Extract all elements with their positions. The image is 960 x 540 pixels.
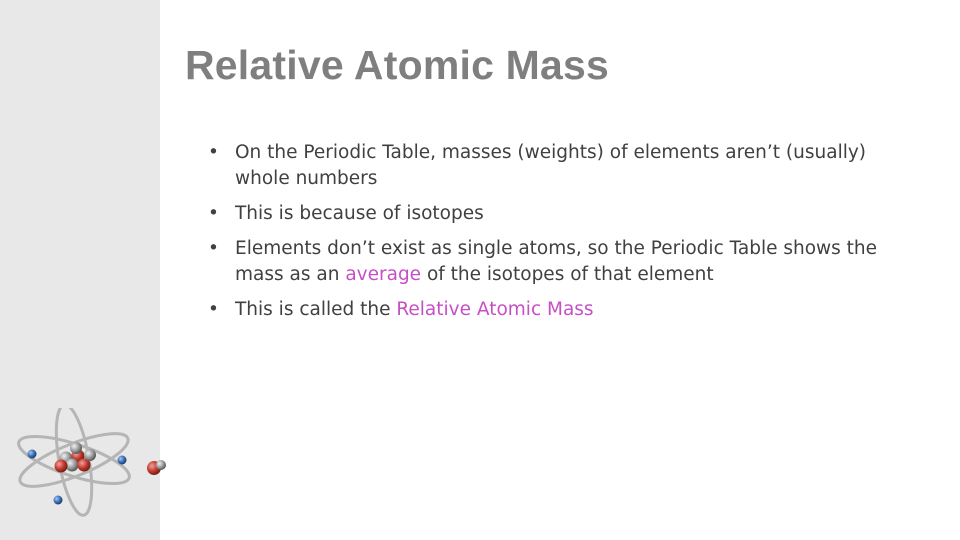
highlighted-term: average: [345, 264, 422, 285]
list-item: [208, 236, 888, 288]
bullet-text: On the Periodic Table, masses (weights) of elements aren’t (usually) whole numbers: [235, 142, 867, 189]
list-item: [208, 201, 888, 227]
list-item: [208, 140, 888, 192]
bullet-text: Elements don’t exist as single atoms, so the Periodic Table shows the mass as an: [235, 238, 878, 285]
list-item: [208, 297, 888, 323]
atom-icon: [14, 408, 174, 520]
bullet-text: This is called the: [235, 299, 397, 320]
bullet-list: [208, 140, 888, 332]
bullet-text: This is because of isotopes: [235, 203, 484, 224]
slide-title: Relative Atomic Mass: [185, 42, 610, 88]
highlighted-term: Relative Atomic Mass: [396, 299, 594, 320]
bullet-text: of the isotopes of that element: [421, 264, 714, 285]
